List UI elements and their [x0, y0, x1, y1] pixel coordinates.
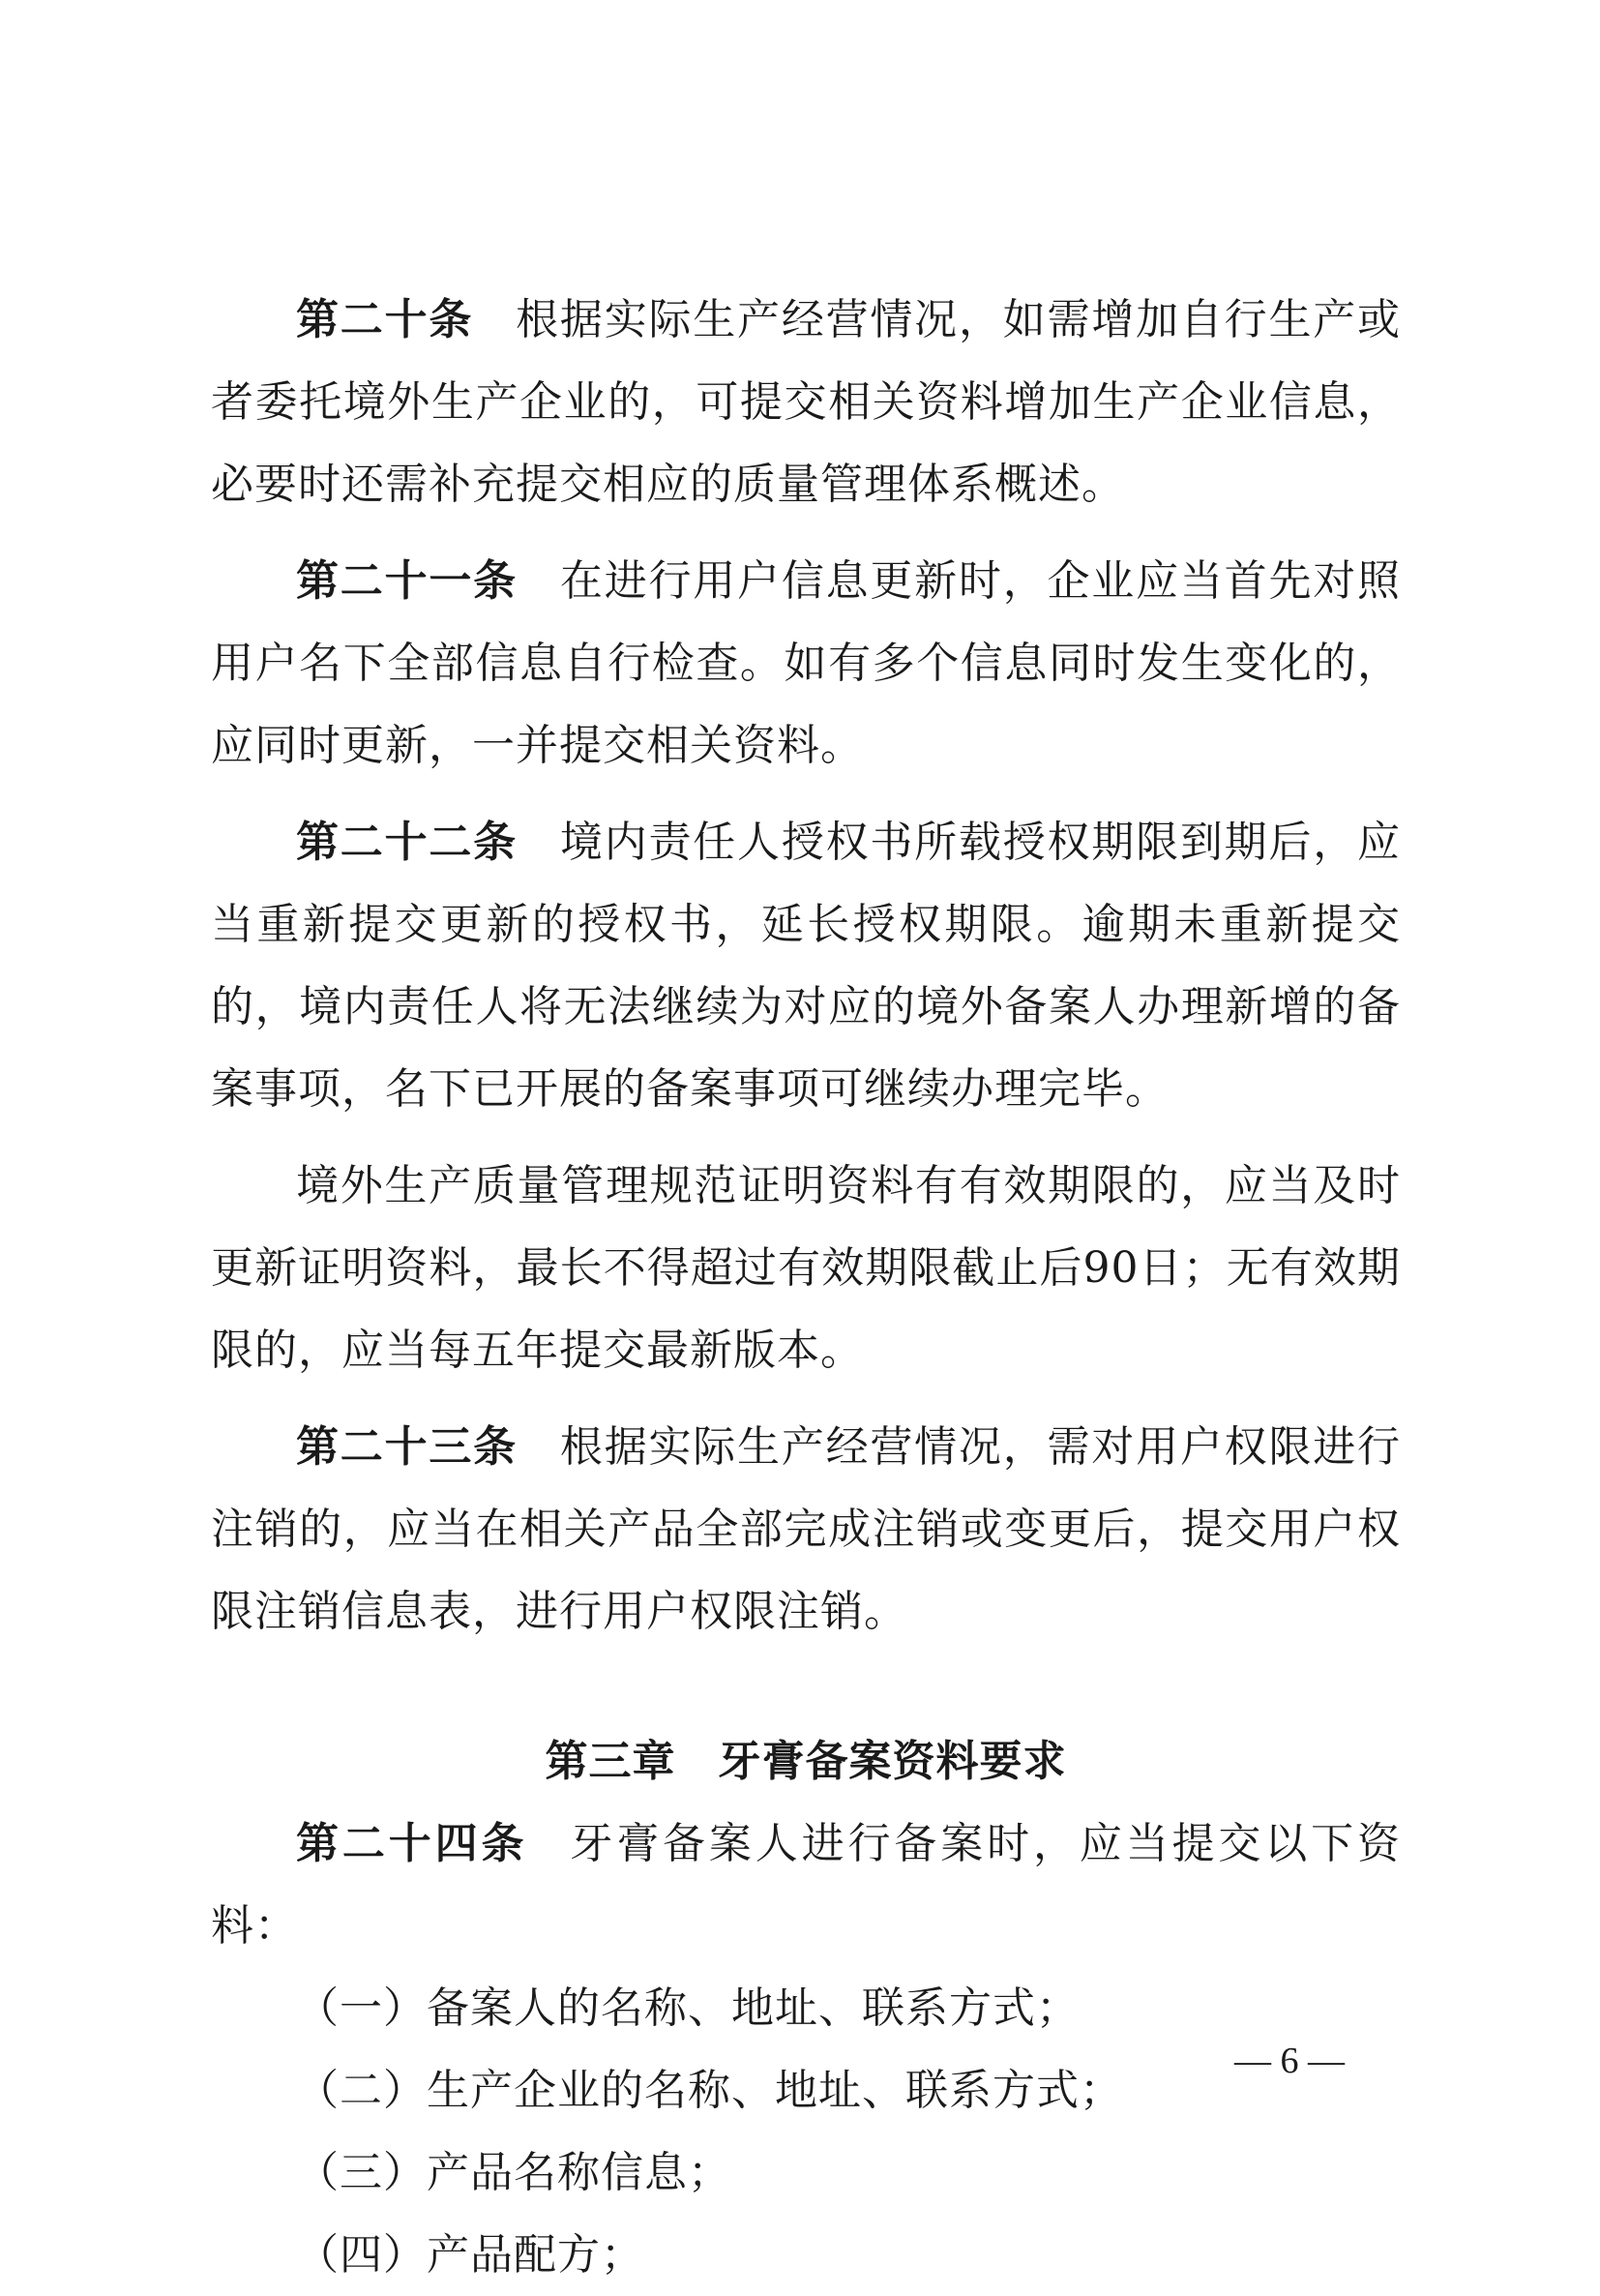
list-item: （一）备案人的名称、地址、联系方式；: [296, 1983, 1080, 2033]
article-20: [211, 279, 1401, 525]
list-item: （四）产品配方；: [296, 2230, 644, 2280]
article-text: 牙膏备案人进行备案时，应当提交以下资料：: [211, 1819, 1402, 1951]
article-heading: 第二十二条: [296, 818, 518, 867]
article-22: [211, 801, 1401, 1130]
article-heading: 第二十条: [296, 295, 474, 344]
chapter-number: 第三章: [545, 1737, 676, 1786]
paragraph-text: 境外生产质量管理规范证明资料有有效期限的，应当及时更新证明资料，最长不得超过有效期限截止后90日；无有效期限的，应当每五年提交最新版本。: [211, 1161, 1401, 1375]
list-item: （三）产品名称信息；: [296, 2148, 731, 2197]
article-text: 根据实际生产经营情况，如需增加自行生产或者委托境外生产企业的，可提交相关资料增加生产企业信息，必要时还需补充提交相应的质量管理体系概述。: [211, 295, 1402, 509]
chapter-title: 牙膏备案资料要求: [718, 1737, 1067, 1786]
paragraph-foreign-quality: [211, 1145, 1401, 1391]
list-item: （二）生产企业的名称、地址、联系方式；: [296, 2066, 1123, 2115]
article-text: 境内责任人授权书所载授权期限到期后，应当重新提交更新的授权书，延长授权期限。逾期未重新提交的，境内责任人将无法继续为对应的境外备案人办理新增的备案事项，名下已开展的备案事项可继续办理完毕。: [211, 818, 1402, 1114]
article-24: [211, 1803, 1401, 1967]
article-heading: 第二十四条: [296, 1819, 528, 1868]
chapter-heading: [211, 1720, 1401, 1803]
article-text: 根据实际生产经营情况，需对用户权限进行注销的，应当在相关产品全部完成注销或变更后，提交用户权限注销信息表，进行用户权限注销。: [211, 1422, 1402, 1636]
article-23: [211, 1406, 1401, 1653]
page-number: — 6 —: [1234, 2041, 1345, 2081]
article-heading: 第二十三条: [296, 1422, 518, 1472]
article-text: 在进行用户信息更新时，企业应当首先对照用户名下全部信息自行检查。如有多个信息同时发生变化的，应同时更新，一并提交相关资料。: [211, 556, 1402, 770]
article-21: [211, 540, 1401, 787]
article-heading: 第二十一条: [296, 556, 518, 606]
document-body: [211, 279, 1401, 2296]
